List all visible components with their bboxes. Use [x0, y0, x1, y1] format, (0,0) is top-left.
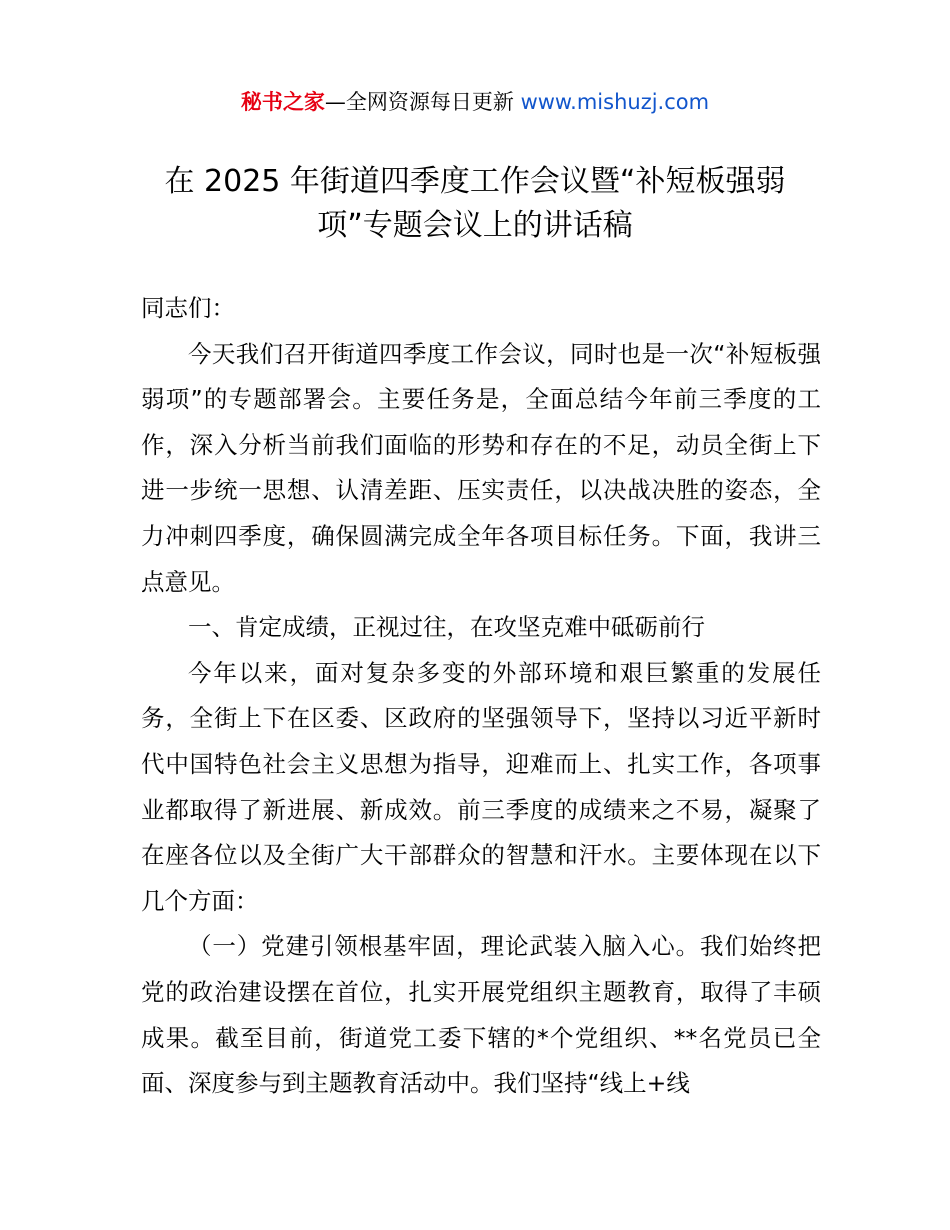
header-slogan: —全网资源每日更新 — [324, 90, 521, 114]
intro-paragraph: 今天我们召开街道四季度工作会议，同时也是一次“补短板强弱项”的专题部署会。主要任务是，全面总结今年前三季度的工作，深入分析当前我们面临的形势和存在的不足，动员全街上下进一步统一思想、认清差距、压实责任，以决战决胜的姿态，全力冲刺四季度，确保圆满完成全年各项目标任务。下面，我讲三点意见。 — [141, 339, 821, 596]
greeting: 同志们： — [141, 294, 235, 322]
section-1-paragraph: 今年以来，面对复杂多变的外部环境和艰巨繁重的发展任务，全街上下在区委、区政府的坚强领导下，坚持以习近平新时代中国特色社会主义思想为指导，迎难而上、扎实工作，各项事业都取得了新进展、新成效。前三季度的成绩来之不易，凝聚了在座各位以及全街广大干部群众的智慧和汗水。主要体现在以下几个方面： — [141, 658, 821, 915]
title-line-2: 项”专题会议上的讲话稿 — [317, 208, 633, 243]
section-heading-1: 一、肯定成绩，正视过往，在攻坚克难中砥砺前行 — [188, 613, 705, 642]
brand-name: 秘书之家 — [240, 90, 325, 114]
document-body — [141, 286, 821, 1107]
site-header — [0, 86, 950, 118]
title-line-1: 在 2025 年街道四季度工作会议暨“补短板强弱 — [164, 164, 786, 199]
document-title — [100, 160, 850, 248]
site-link[interactable]: www.mishuzj.com — [520, 90, 710, 114]
subsection-1-paragraph: （一）党建引领根基牢固，理论武装入脑入心。我们始终把党的政治建设摆在首位，扎实开展党组织主题教育，取得了丰硕成果。截至目前，街道党工委下辖的*个党组织、**名党员已全面、深度参与到主题教育活动中。我们坚持“线上+线 — [141, 932, 821, 1098]
